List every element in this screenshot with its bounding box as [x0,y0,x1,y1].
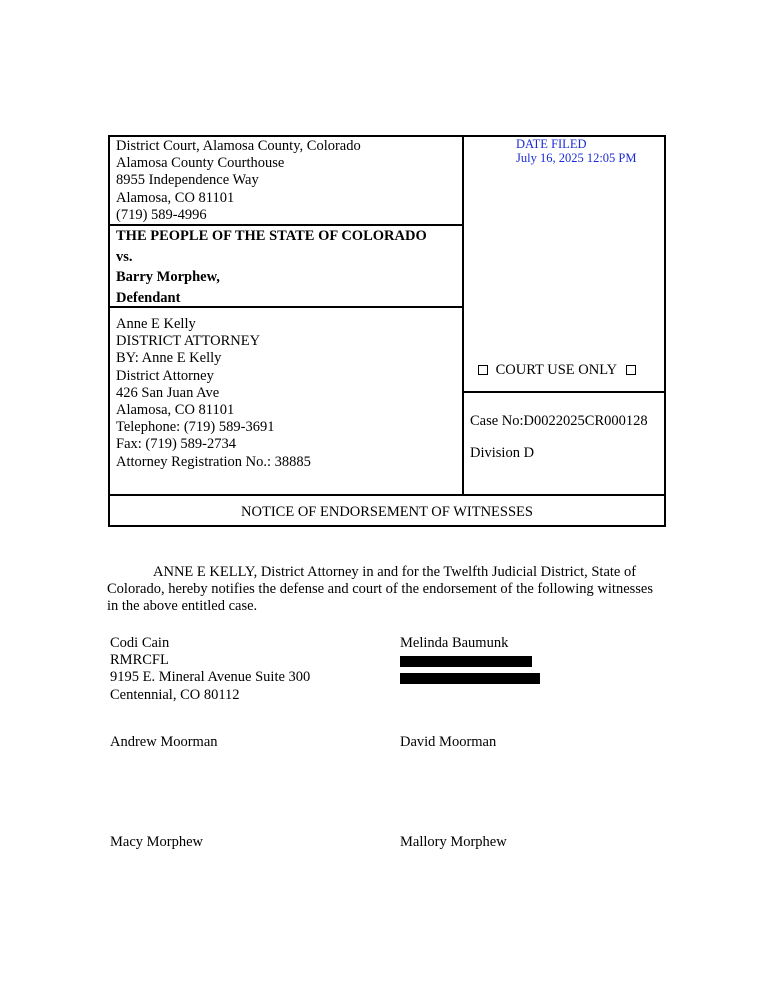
witness-andrew-moorman: Andrew Moorman [110,734,218,750]
witness-name: Codi Cain [110,635,170,651]
plaintiff: THE PEOPLE OF THE STATE OF COLORADO [116,228,427,244]
court-use-only-label: COURT USE ONLY [495,362,618,378]
court-use-checkbox-right [626,365,636,375]
caption-court-use-divider [462,391,666,393]
body-paragraph-wrap [107,564,667,615]
attorney-block [116,316,311,471]
case-number: Case No:D0022025CR000128 [470,413,648,429]
court-phone: (719) 589-4996 [116,206,207,223]
document-title: NOTICE OF ENDORSEMENT OF WITNESSES [241,504,533,520]
attorney-registration: Attorney Registration No.: 38885 [116,453,311,470]
court-use-checkbox-left [478,365,488,375]
attorney-title: District Attorney [116,367,214,384]
division: Division D [470,445,535,461]
redaction-bar [400,656,532,667]
attorney-telephone: Telephone: (719) 589-3691 [116,419,275,436]
attorney-fax: Fax: (719) 589-2734 [116,436,237,453]
versus: vs. [116,248,133,265]
attorney-office: DISTRICT ATTORNEY [116,333,261,350]
witness-david-moorman: David Moorman [400,734,497,750]
court-city: Alamosa, CO 81101 [116,189,235,206]
court-street: 8955 Independence Way [116,172,259,189]
attorney-name: Anne E Kelly [116,316,196,332]
witness-name: Melinda Baumunk [400,635,509,651]
attorney-by: BY: Anne E Kelly [116,350,222,367]
court-block [116,138,361,224]
attorney-street: 426 San Juan Ave [116,384,220,401]
parties-block [116,226,427,308]
witness-address-line: 9195 E. Mineral Avenue Suite 300 [110,669,311,686]
date-filed-value: July 16, 2025 12:05 PM [516,151,637,165]
attorney-city: Alamosa, CO 81101 [116,402,235,419]
date-filed-label: DATE FILED [516,137,587,151]
caption-title-divider [108,494,666,496]
court-use-only [478,362,636,379]
date-filed-stamp [516,137,637,165]
witness-melinda-baumunk [400,635,508,652]
defendant-name: Barry Morphew, [116,269,220,285]
redaction-bar [400,673,540,684]
courthouse-name: Alamosa County Courthouse [116,155,285,172]
body-paragraph: ANNE E KELLY, District Attorney in and for the Twelfth Judicial District, State of Colorado, hereby notifies the defense and court of the endorsement of the following witnesses in the above entitled case. [107,564,654,614]
witness-address-line: RMRCFL [110,652,169,669]
witness-macy-morphew: Macy Morphew [110,834,204,850]
witness-codi-cain [110,635,310,704]
witness-mallory-morphew: Mallory Morphew [400,834,507,850]
caption-vertical-divider [462,135,464,496]
court-name: District Court, Alamosa County, Colorado [116,138,361,154]
witness-address-line: Centennial, CO 80112 [110,686,240,703]
defendant-role: Defendant [116,289,181,306]
